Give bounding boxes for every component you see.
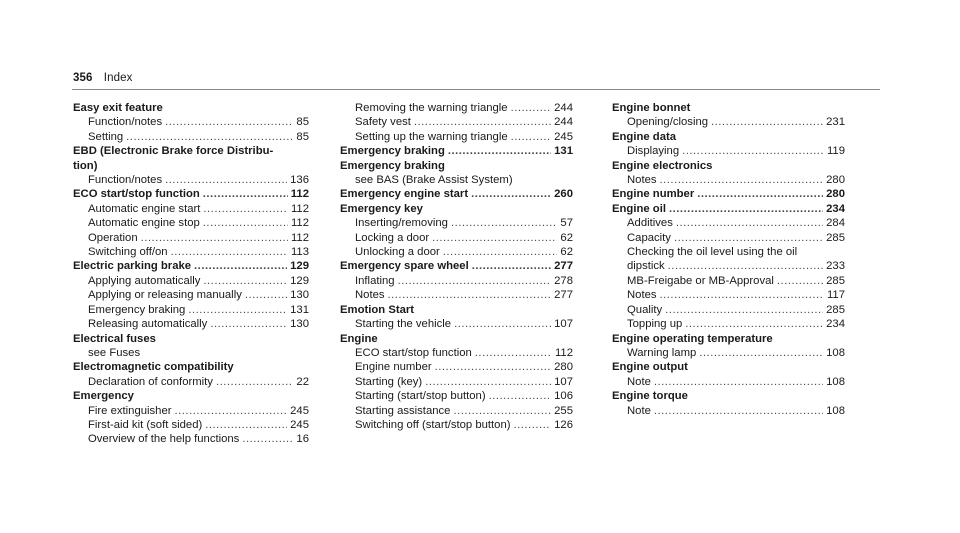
index-heading-text: Engine torque [612,390,688,403]
leader-dots [210,317,287,331]
index-heading [612,159,845,173]
index-heading [340,332,573,346]
index-subentry-page: 113 [290,246,309,259]
index-entry [612,332,845,361]
index-entry [340,259,573,302]
index-heading-text: Emotion Start [340,303,415,316]
index-entry [612,187,845,201]
index-subentry-text: Automatic engine start [88,202,201,215]
index-cross-reference: see Fuses [88,346,141,359]
index-subentry-page: 131 [290,303,309,316]
index-subentry-text: Applying or releasing manually [88,289,242,302]
index-heading [73,360,309,374]
index-entry [73,259,309,331]
leader-dots [171,245,288,259]
leader-dots [682,144,824,158]
index-subentry-page: 233 [826,260,845,273]
index-column-1 [73,101,309,447]
index-subentry-text: Setting up the warning triangle [355,130,508,143]
index-subentry [340,418,573,432]
index-entry [612,202,845,332]
leader-dots [414,115,551,129]
index-heading-text: Engine electronics [612,159,713,172]
leader-dots [203,187,288,201]
index-subentry-text: Additives [627,217,673,230]
index-subentry-text: Note [627,404,651,417]
index-subentry [340,231,573,245]
index-heading-text: Emergency braking [340,145,445,158]
leader-dots [188,303,287,317]
index-heading-text: Electromagnetic compatibility [73,361,234,374]
index-subentry-text: MB-Freigabe or MB-Approval [627,274,774,287]
index-subentry-page: 234 [826,318,845,331]
index-subentry-page: 85 [296,130,309,143]
index-entry [73,101,309,144]
leader-dots [454,317,551,331]
index-subentry [340,288,573,302]
index-subentry-page: 245 [554,130,573,143]
index-subentry [612,274,845,288]
index-entry [612,130,845,159]
leader-dots [443,245,558,259]
index-subentry-page: 285 [826,274,845,287]
index-subentry [612,216,845,230]
index-subentry [73,130,309,144]
index-subentry-text: Setting [88,130,124,143]
leader-dots [205,418,287,432]
index-subentry [612,375,845,389]
index-subentry-page: 22 [296,375,309,388]
index-heading [73,187,309,201]
index-subentry-text: Operation [88,231,138,244]
index-subentry [73,432,309,446]
index-heading-text: Engine [340,332,378,345]
index-subentry [73,245,309,259]
index-subentry [340,404,573,418]
index-subentry-text: Declaration of conformity [88,375,213,388]
index-heading-text: Engine data [612,130,677,143]
index-heading [612,130,845,144]
leader-dots [141,231,288,245]
index-heading [612,202,845,216]
index-subentry [340,360,573,374]
index-heading [73,259,309,273]
index-subentry [612,115,845,129]
index-entry [73,332,309,361]
index-subentry-page: 107 [554,375,573,388]
index-subentry [73,274,309,288]
leader-dots [398,274,552,288]
index-heading-text: ECO start/stop function [73,188,200,201]
index-subentry [340,317,573,331]
index-entry [73,389,309,447]
leader-dots [425,375,551,389]
index-subentry [340,130,573,144]
leader-dots [126,130,293,144]
index-entry [73,360,309,389]
index-subentry-text: Applying automatically [88,274,201,287]
index-subentry-page: 112 [290,202,309,215]
leader-dots [699,346,823,360]
index-heading-text: Electrical fuses [73,332,156,345]
leader-dots [668,259,823,273]
leader-dots [514,418,552,432]
index-heading-page: 277 [554,260,573,273]
index-subentry-text: Switching off/on [88,246,168,259]
index-subentry-text: Emergency braking [88,303,186,316]
index-subentry-text: Fire extinguisher [88,404,172,417]
index-subentry-text: Warning lamp [627,346,697,359]
index-subentry [612,173,845,187]
index-heading [612,187,845,201]
index-subentry-text: ECO start/stop function [355,346,472,359]
index-heading-text: Emergency key [340,202,423,215]
index-heading-page: 129 [290,260,309,273]
index-subentry [612,144,845,158]
index-entry [340,144,573,158]
leader-dots [660,288,824,302]
leader-dots [654,404,823,418]
leader-dots [660,173,824,187]
index-heading-text: Engine oil [612,202,666,215]
leader-dots [471,187,551,201]
leader-dots [245,288,287,302]
index-subentry-text: Engine number [355,361,432,374]
index-heading-page: 260 [554,188,573,201]
index-entry [73,144,309,187]
index-heading-text: Easy exit feature [73,102,163,114]
index-subentry [612,346,845,360]
index-entry [612,101,845,130]
index-heading [612,389,845,403]
index-subentry-text: Releasing automatically [88,318,208,331]
index-subentry-text: Starting (key) [355,375,423,388]
index-entry [73,187,309,259]
index-heading-text: Emergency braking [340,159,445,172]
index-subentry-page: 244 [554,102,573,114]
index-subentry-page: 108 [826,346,845,359]
index-subentry-text: First-aid kit (soft sided) [88,418,203,431]
index-subentry [612,288,845,302]
leader-dots [203,202,288,216]
index-heading-text: Engine bonnet [612,102,691,114]
leader-dots [203,216,288,230]
index-heading-text: Emergency engine start [340,188,469,201]
index-heading [340,187,573,201]
index-subentry-text: Displaying [627,145,680,158]
index-subentry-text: Quality [627,303,663,316]
index-entry [612,389,845,418]
index-entry [340,159,573,188]
index-subentry [340,274,573,288]
index-subentry [73,231,309,245]
index-subentry-text: Function/notes [88,174,163,187]
index-subentry-page: 57 [560,217,573,230]
leader-dots [453,404,551,418]
index-heading-page: 131 [554,145,573,158]
index-subentry [612,317,845,331]
index-subentry [340,375,573,389]
index-subentry-page: 106 [554,390,573,403]
index-subentry-text: Automatic engine stop [88,217,200,230]
index-subentry-text: Opening/closing [627,116,709,129]
index-subentry-page: 126 [554,418,573,431]
index-entry [340,101,573,144]
index-subentry-page: 117 [826,289,845,302]
index-subentry-page: 231 [826,116,845,129]
index-subentry [73,303,309,317]
index-subentry-page: 112 [554,346,573,359]
leader-dots [451,216,557,230]
index-subentry-page: 285 [826,303,845,316]
leader-dots [432,231,557,245]
index-subentry [73,288,309,302]
page-number: 356 [73,72,93,84]
leader-dots [165,115,293,129]
index-subentry [73,418,309,432]
index-subentry [340,216,573,230]
index-heading-text: Engine output [612,361,688,374]
index-subentry-page: 284 [826,217,845,230]
index-subentry-text: Notes [355,289,385,302]
leader-dots [511,101,552,115]
index-subentry [340,245,573,259]
index-subentry [73,173,309,187]
leader-dots [216,375,293,389]
leader-dots [697,187,823,201]
header-divider [72,89,880,90]
leader-dots [448,144,551,158]
index-subentry [340,115,573,129]
leader-dots [674,231,823,245]
index-heading [73,332,309,346]
index-heading-text: Emergency [73,390,134,403]
page-header [73,72,132,84]
index-subentry-text: Note [627,375,651,388]
index-subentry-page: 245 [290,404,309,417]
leader-dots [194,259,287,273]
index-heading-text: Engine operating temperature [612,332,773,345]
index-subentry-page: 85 [296,116,309,129]
index-subentry-text: Starting assistance [355,404,451,417]
index-subentry-text: Removing the warning triangle [355,102,508,114]
index-heading [340,202,573,216]
leader-dots [475,346,552,360]
index-subentry-page: 129 [290,274,309,287]
index-subentry-text: Checking the oil level using the oil [627,246,798,259]
index-subentry-text: Capacity [627,231,671,244]
index-heading-text: Engine number [612,188,695,201]
index-subentry-page: 280 [554,361,573,374]
index-subentry [340,101,573,115]
index-subentry-page: 112 [290,217,309,230]
leader-dots [665,303,823,317]
leader-dots [203,274,287,288]
index-entry [340,187,573,201]
page-section-title: Index [103,72,133,84]
index-subentry [73,375,309,389]
leader-dots [777,274,823,288]
index-subentry-page: 62 [560,246,573,259]
index-column-2 [340,101,573,432]
index-subentry [612,303,845,317]
leader-dots [435,360,552,374]
index-cross-reference: see BAS (Brake Assist System) [355,174,513,187]
index-subentry-text: Starting (start/stop button) [355,390,486,403]
index-heading-text: EBD (Electronic Brake force Distribu- [73,145,274,158]
index-subentry-page: 277 [554,289,573,302]
index-subentry-text: Safety vest [355,116,411,129]
index-subentry-text: dipstick [627,260,665,273]
index-entry [340,202,573,260]
index-subentry-page: 285 [826,231,845,244]
leader-dots [654,375,823,389]
index-heading [73,389,309,403]
index-column-3 [612,101,845,418]
index-subentry-page: 130 [290,289,309,302]
leader-dots [165,173,287,187]
index-subentry-page: 119 [826,145,845,158]
index-heading-page: 280 [826,188,845,201]
index-subentry [340,346,573,360]
index-subentry-page: 278 [554,274,573,287]
index-subentry-page: 136 [290,174,309,187]
index-heading [340,144,573,158]
index-subentry [340,389,573,403]
index-subentry-text: Overview of the help functions [88,433,240,446]
index-heading-page: 234 [826,202,845,215]
leader-dots [472,259,551,273]
index-heading-text: Electric parking brake [73,260,192,273]
index-subentry-page: 130 [290,318,309,331]
index-subentry [73,317,309,331]
index-subentry-text: Inserting/removing [355,217,448,230]
leader-dots [711,115,823,129]
index-entry [340,303,573,332]
index-subentry-page: 244 [554,116,573,129]
index-heading-text: Emergency spare wheel [340,260,469,273]
index-subentry-text: Function/notes [88,116,163,129]
leader-dots [489,389,552,403]
index-subentry-page: 108 [826,375,845,388]
index-subentry-page: 245 [290,418,309,431]
leader-dots [388,288,552,302]
index-subentry [73,202,309,216]
leader-dots [242,432,293,446]
index-heading [73,144,309,158]
index-subentry [73,404,309,418]
index-subentry [73,216,309,230]
index-subentry-text: Starting the vehicle [355,318,452,331]
index-subentry-text: Locking a door [355,231,430,244]
index-subentry-page: 107 [554,318,573,331]
index-heading-continued: tion) [73,159,98,172]
index-subentry-page: 255 [554,404,573,417]
index-subentry-page: 108 [826,404,845,417]
index-subentry-text: Topping up [627,318,683,331]
index-entry [612,360,845,389]
index-subentry-text: Switching off (start/stop button) [355,418,511,431]
index-subentry-page: 280 [826,174,845,187]
index-subentry-text: Inflating [355,274,395,287]
index-subentry-text: Unlocking a door [355,246,440,259]
index-subentry-page: 112 [290,231,309,244]
index-subentry [73,115,309,129]
index-heading-page: 112 [290,188,309,201]
index-subentry-text: Notes [627,174,657,187]
leader-dots [676,216,823,230]
index-entry [340,332,573,433]
index-subentry-text: Notes [627,289,657,302]
leader-dots [685,317,823,331]
index-heading [340,159,573,173]
index-subentry-page: 16 [296,433,309,446]
index-subentry [612,231,845,245]
leader-dots [511,130,552,144]
index-heading [612,101,845,115]
index-heading [612,332,845,346]
index-entry [612,159,845,188]
index-subentry [612,259,845,273]
index-subentry-page: 62 [560,231,573,244]
index-subentry [612,404,845,418]
index-heading [612,360,845,374]
index-heading [340,303,573,317]
index-heading [73,101,309,115]
index-heading [340,259,573,273]
leader-dots [669,202,823,216]
leader-dots [175,404,288,418]
